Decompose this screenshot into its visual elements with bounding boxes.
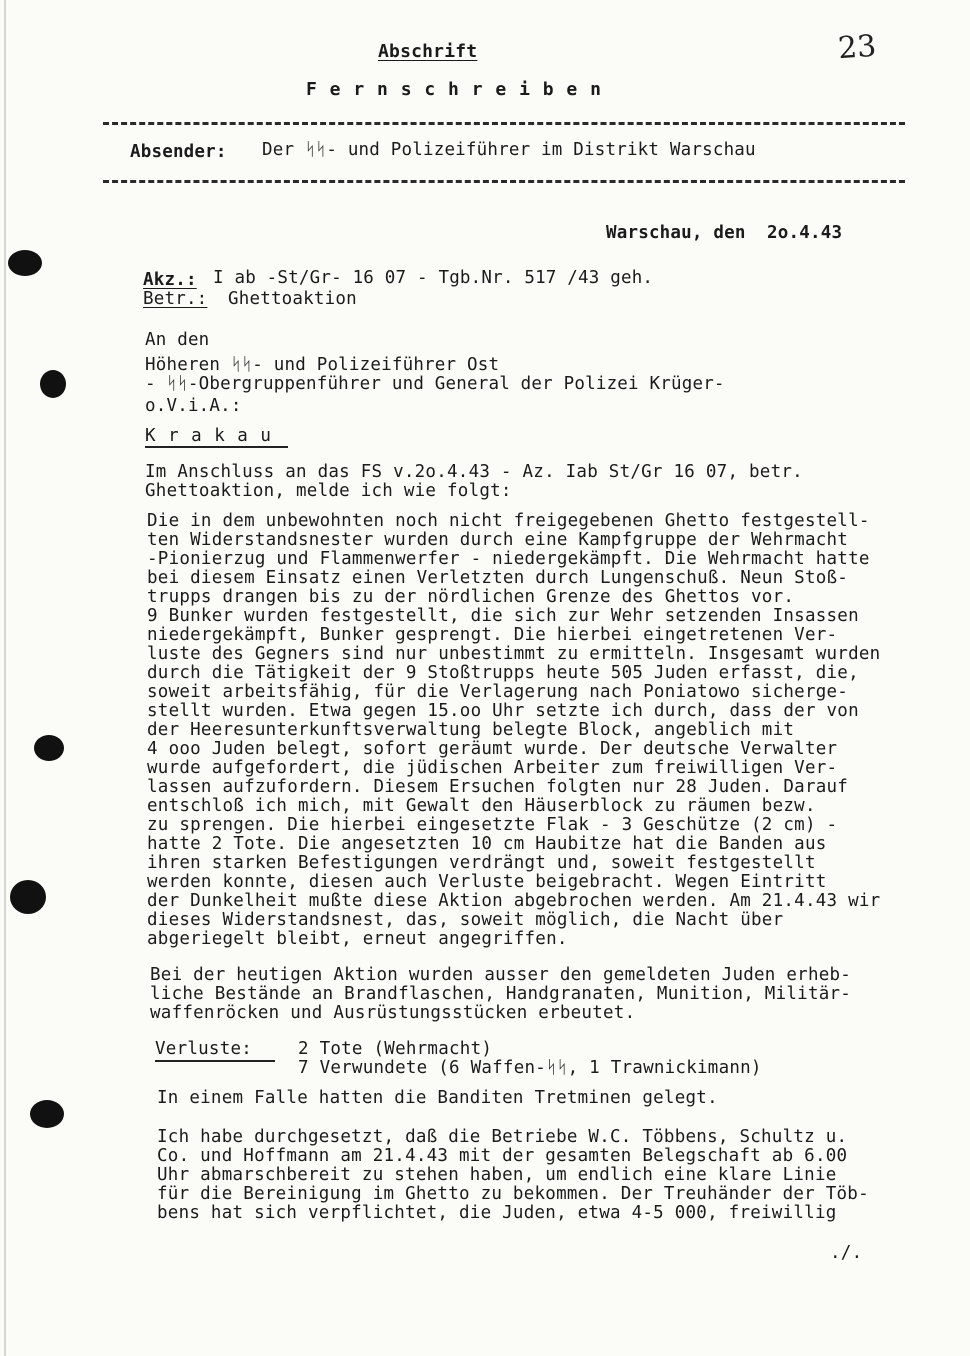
recipient-line-3: - ᛋᛋ-Obergruppenführer und General der Polizei Krüger- — [145, 374, 725, 394]
paragraph-1-line: wurde aufgefordert, die jüdischen Arbeiter zum freiwilligen Ver- — [147, 758, 838, 778]
paragraph-1-line: ten Widerstandsnester wurden durch eine Kampfgruppe der Wehrmacht — [147, 530, 849, 550]
paragraph-1-line: 9 Bunker wurden festgestellt, die sich zur Wehr setzenden Insassen — [147, 606, 859, 626]
recipient-line-1: An den — [145, 330, 210, 350]
paragraph-1-line: der Heeresunterkunftsverwaltung belegte Block, angeblich mit — [147, 720, 795, 740]
punch-hole — [10, 880, 46, 914]
sender-value: Der ᛋᛋ- und Polizeiführer im Distrikt Warschau — [262, 140, 756, 160]
separator-bottom — [103, 180, 905, 183]
intro-line: Im Anschluss an das FS v.2o.4.43 - Az. Iab St/Gr 16 07, betr. — [145, 462, 803, 482]
paragraph-1-line: soweit arbeitsfähig, für die Verlagerung nach Poniatowo sicherge- — [147, 682, 849, 702]
abschrift-heading: Abschrift — [378, 41, 478, 62]
losses-underline — [155, 1060, 275, 1062]
date-line: Warschau, den 2o.4.43 — [606, 223, 843, 243]
akz-label: Akz.: — [143, 270, 197, 290]
document-type-heading: F e r n s c h r e i b e n — [306, 79, 602, 100]
punch-hole — [40, 370, 66, 398]
paragraph-1-line: trupps drangen bis zu der nördlichen Grenze des Ghettos vor. — [147, 587, 795, 607]
punch-hole — [34, 735, 64, 761]
paragraph-1-line: stellt wurden. Etwa gegen 15.oo Uhr setzte ich durch, dass der von — [147, 701, 859, 721]
intro-line: Ghettoaktion, melde ich wie folgt: — [145, 481, 512, 501]
recipient-city: K r a k a u — [145, 426, 272, 446]
paragraph-3-line: Ich habe durchgesetzt, daß die Betriebe W.C. Többens, Schultz u. — [157, 1127, 848, 1147]
paragraph-3-line: bens hat sich verpflichtet, die Juden, etwa 4-5 000, freiwillig — [157, 1203, 837, 1223]
paragraph-2-line: Bei der heutigen Aktion wurden ausser den gemeldeten Juden erheb- — [150, 965, 852, 985]
paragraph-1-line: zu sprengen. Die hierbei eingesetzte Flak - 3 Geschütze (2 cm) - — [147, 815, 838, 835]
paragraph-3-line: Co. und Hoffmann am 21.4.43 mit der gesamten Belegschaft ab 6.00 — [157, 1146, 848, 1166]
paragraph-1-line: abgeriegelt bleibt, erneut angegriffen. — [147, 929, 568, 949]
paragraph-2-line: waffenröcken und Ausrüstungsstücken erbeutet. — [150, 1003, 636, 1023]
city-underline — [145, 446, 288, 448]
paragraph-1-line: dieses Widerstandsnest, das, soweit möglich, die Nacht über — [147, 910, 784, 930]
paragraph-3-line: für die Bereinigung im Ghetto zu bekommen. Der Treuhänder der Töb- — [157, 1184, 869, 1204]
paragraph-1-line: Die in dem unbewohnten noch nicht freigegebenen Ghetto festgestell- — [147, 511, 870, 531]
paragraph-1-line: werden konnte, diesen auch Verluste beigebracht. Wegen Eintritt — [147, 872, 827, 892]
paragraph-1-line: hatte 2 Tote. Die angesetzten 10 cm Haubitze hat die Banden aus — [147, 834, 827, 854]
paragraph-1-line: bei diesem Einsatz einen Verletzten durch Lungenschuß. Neun Stoß- — [147, 568, 849, 588]
paragraph-1-line: ihren starken Befestigungen verdrängt und, soweit festgestellt — [147, 853, 816, 873]
paragraph-2-line: liche Bestände an Brandflaschen, Handgranaten, Munition, Militär- — [150, 984, 852, 1004]
paragraph-1-line: durch die Tätigkeit der 9 Stoßtrupps heute 505 Juden erfasst, die, — [147, 663, 859, 683]
paragraph-1-line: 4 ooo Juden belegt, sofort geräumt wurde. Der deutsche Verwalter — [147, 739, 838, 759]
continuation-mark: ./. — [830, 1243, 863, 1263]
folio-number: 23 — [836, 28, 878, 67]
paragraph-1-line: der Dunkelheit mußte diese Aktion abgebrochen werden. Am 21.4.43 wir — [147, 891, 881, 911]
paragraph-1-line: niedergekämpft, Bunker gesprengt. Die hierbei eingetretenen Ver- — [147, 625, 838, 645]
betr-label: Betr.: — [143, 289, 208, 309]
losses-label: Verluste: — [155, 1039, 253, 1059]
separator-top — [103, 122, 905, 125]
paragraph-1-line: -Pionierzug und Flammenwerfer - niedergekämpft. Die Wehrmacht hatte — [147, 549, 870, 569]
recipient-line-2: Höheren ᛋᛋ- und Polizeiführer Ost — [145, 355, 500, 375]
losses-line-2: 7 Verwundete (6 Waffen-ᛋᛋ, 1 Trawnickimann) — [298, 1058, 762, 1078]
sender-label: Absender: — [130, 142, 227, 162]
page-edge — [4, 0, 6, 1356]
paragraph-1-line: lassen aufzufordern. Diesem Ersuchen folgten nur 28 Juden. Darauf — [147, 777, 849, 797]
mines-line: In einem Falle hatten die Banditen Tretminen gelegt. — [157, 1088, 718, 1108]
betr-value: Ghettoaktion — [228, 289, 357, 309]
paragraph-1-line: entschloß ich mich, mit Gewalt den Häuserblock zu räumen bezw. — [147, 796, 816, 816]
paragraph-3-line: Uhr abmarschbereit zu stehen haben, um endlich eine klare Linie — [157, 1165, 837, 1185]
losses-line-1: 2 Tote (Wehrmacht) — [298, 1039, 493, 1059]
akz-value: I ab -St/Gr- 16 07 - Tgb.Nr. 517 /43 geh. — [213, 268, 654, 288]
punch-hole — [8, 250, 42, 276]
paragraph-1-line: luste des Gegners sind nur unbestimmt zu ermitteln. Insgesamt wurden — [147, 644, 881, 664]
recipient-line-4: o.V.i.A.: — [145, 396, 242, 416]
punch-hole — [30, 1100, 64, 1128]
